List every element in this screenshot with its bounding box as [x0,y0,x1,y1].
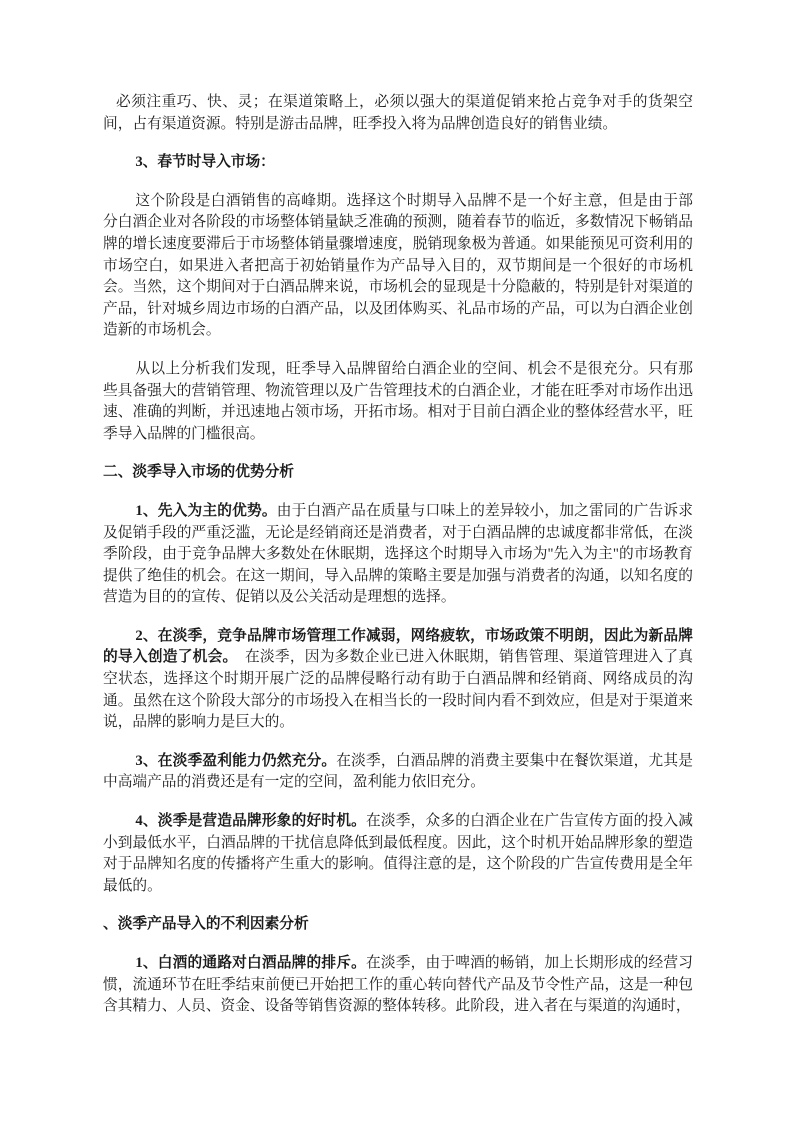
paragraph [103,953,693,1018]
paragraph-continued: 必须注重巧、快、灵；在渠道策略上，必须以强大的渠道促销来抢占竞争对手的货架空间，占有渠道资源。特别是游击品牌，旺季投入将为品牌创造良好的销售业绩。 [103,94,693,132]
section-heading-offseason-advantages: 二、淡季导入市场的优势分析 [103,464,294,481]
paragraph-text: 在淡季，因为多数企业已进入休眠期，销售管理、渠道管理进入了真空状态，选择这个时期开展广泛的品牌侵略行动有助于白酒品牌和经销商、网络成员的沟通。虽然在这个阶段大部分的市场投入在相当长的一段时间内看不到效应，但是对于渠道来说，品牌的影响力是巨大的。 [103,649,693,731]
paragraph-text: 在淡季，由于啤酒的畅销，加上长期形成的经营习惯，流通环节在旺季结束前便已开始把工作的重心转向替代产品及节令性产品，这是一种包含其精力、人员、资金、设备等销售资源的整体转移。此阶段，进入者在与渠道的沟通时， [103,955,693,1015]
paragraph-lead: 1、先入为主的优势。 [135,502,277,519]
paragraph [103,626,693,734]
paragraph-lead: 1、白酒的通路对白酒品牌的排斥。 [135,955,366,971]
paragraph-lead: 2、在淡季，竞争品牌市场管理工作减弱，网络疲软，市场政策不明朗，因此为新品牌的导入创造了机会。 [103,627,693,666]
paragraph-lead: 4、淡季是营造品牌形象的好时机。 [135,813,366,830]
paragraph-text: 在淡季，白酒品牌的消费主要集中在餐饮渠道，尤其是中高端产品的消费还是有一定的空间，盈利能力依旧充分。 [103,752,693,791]
paragraph: 从以上分析我们发现，旺季导入品牌留给白酒企业的空间、机会不是很充分。只有那些具备强大的营销管理、物流管理以及广告管理技术的白酒企业，才能在旺季对市场作出迅速、准确的判断，并迅速地占领市场，开拓市场。相对于目前白酒企业的整体经营水平，旺季导入品牌的门槛很高。 [103,360,693,442]
section-heading-offseason-disadvantages: 、淡季产品导入的不利因素分析 [103,916,309,933]
paragraph [103,751,693,794]
subheading-spring-entry: 3、春节时导入市场： [135,154,275,171]
paragraph-lead: 3、在淡季盈利能力仍然充分。 [135,752,337,769]
paragraph-text: 在淡季，众多的白酒企业在广告宣传方面的投入减小到最低水平，白酒品牌的干扰信息降低到最低程度。因此，这个时机开始品牌形象的塑造对于品牌知名度的传播将产生重大的影响。值得注意的是，这个阶段的广告宣传费用是全年最低的。 [103,813,693,894]
paragraph: 这个阶段是白酒销售的高峰期。选择这个时期导入品牌不是一个好主意，但是由于部分白酒企业对各阶段的市场整体销量缺乏准确的预测，随着春节的临近，多数情况下畅销品牌的增长速度要滞后于市场整体销量骤增速度，脱销现象极为普通。如果能预见可资利用的市场空白，如果进入者把高于初始销量作为产品导入目的，双节期间是一个很好的市场机会。当然，这个期间对于白酒品牌来说，市场机会的显现是十分隐蔽的，特别是针对渠道的产品，针对城乡周边市场的白酒产品，以及团体购买、礼品市场的产品，可以为白酒企业创造新的市场机会。 [103,192,693,339]
paragraph [103,811,693,897]
paragraph [103,501,693,609]
paragraph-text: 由于白酒产品在质量与口味上的差异较小，加之雷同的广告诉求及促销手段的严重泛滥，无论是经销商还是消费者，对于白酒品牌的忠诚度都非常低，在淡季阶段，由于竞争品牌大多数处在休眠期，选择这个时期导入市场为"先入为主"的市场教育提供了绝佳的机会。在这一期间，导入品牌的策略主要是加强与消费者的沟通，以知名度的营造为目的的宣传、促销以及公关活动是理想的选择。 [103,502,693,606]
